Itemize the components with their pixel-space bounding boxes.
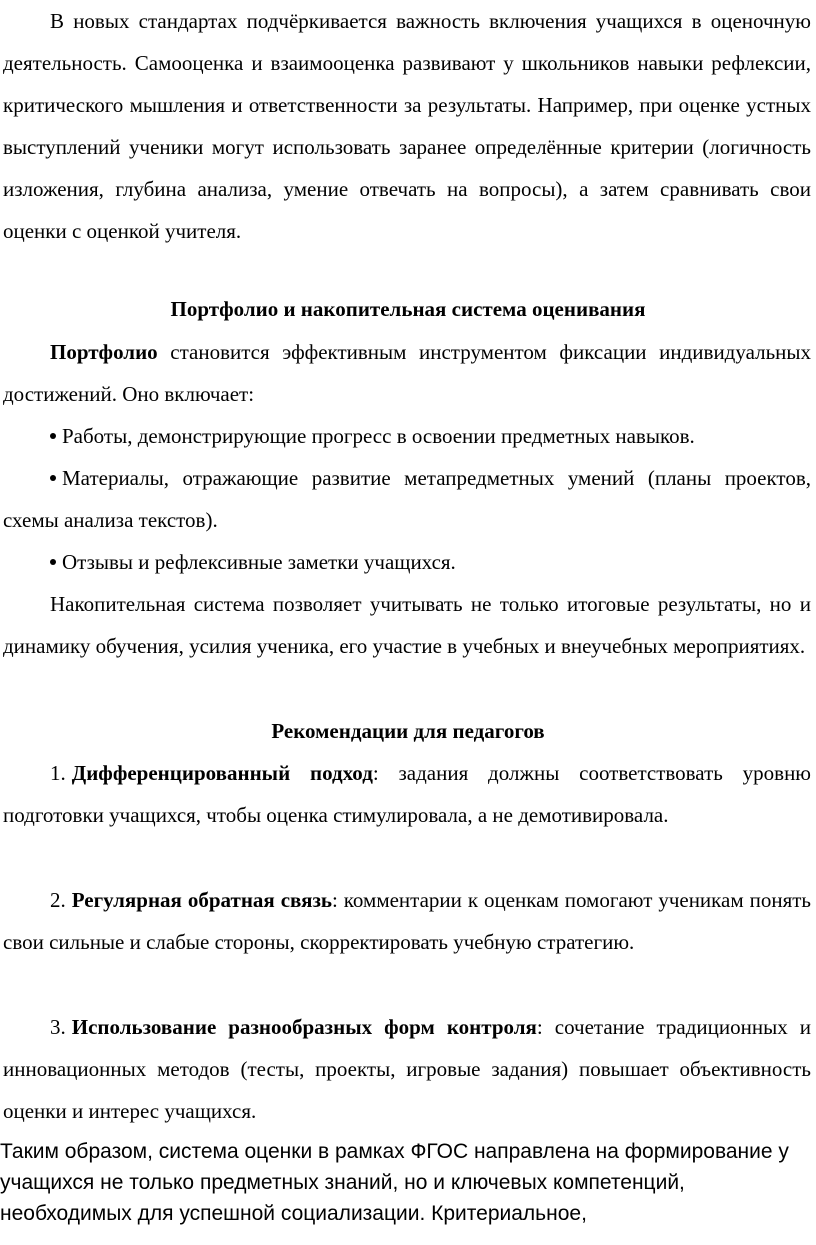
bullet-icon — [50, 433, 56, 439]
recommendation-item-2: 2. Регулярная обратная связь: комментарии к оценкам помогают ученикам понять свои сильные и слабые стороны, скорректировать учебную стратегию. — [3, 888, 812, 954]
recommendation-title: Использование разнообразных форм контроля — [71, 1015, 537, 1039]
portfolio-bullet-3: Отзывы и рефлексивные заметки учащихся. — [3, 541, 811, 583]
portfolio-lead-paragraph — [3, 331, 811, 415]
portfolio-bullet-2: Материалы, отражающие развитие метапредметных умений (планы проектов, схемы анализа текстов). — [3, 466, 811, 532]
bullet-icon — [50, 559, 56, 565]
cumulative-system-paragraph: Накопительная система позволяет учитывать не только итоговые результаты, но и динамику обучения, усилия ученика, его участие в учебных и внеучебных мероприятиях. — [3, 592, 811, 658]
portfolio-bullet-1: Работы, демонстрирующие прогресс в освоении предметных навыков. — [3, 415, 811, 457]
conclusion-paragraph: Таким образом, система оценки в рамках ФГОС направлена на формирование у учащихся не только предметных знаний, но и ключевых компетенций, необходимых для успешной социализации. Критериальное, — [0, 1140, 789, 1225]
recommendation-item-1: 1. Дифференцированный подход: задания должны соответствовать уровню подготовки учащихся, чтобы оценка стимулировала, а не демотивировала. — [3, 761, 811, 827]
recommendations-heading: Рекомендации для педагогов — [271, 719, 545, 743]
portfolio-lead-text: становится эффективным инструментом фиксации индивидуальных достижений. Оно включает: — [3, 340, 811, 406]
portfolio-lead-bold: Портфолио — [50, 340, 158, 364]
recommendation-item-3: 3. Использование разнообразных форм контроля: сочетание традиционных и инновационных методов (тесты, проекты, игровые задания) повышает объективность оценки и интерес учащихся. — [3, 1015, 811, 1123]
intro-paragraph: В новых стандартах подчёркивается важность включения учащихся в оценочную деятельность. Самооценка и взаимооценка развивают у школьников навыки рефлексии, критического мышления и ответственности за результаты. Например, при оценке устных выступлений ученики могут использовать заранее определённые критерии (логичность изложения, глубина анализа, умение отвечать на вопросы), а затем сравнивать свои оценки с оценкой учителя. — [3, 9, 811, 243]
portfolio-heading: Портфолио и накопительная система оценивания — [170, 297, 646, 321]
recommendation-title: Регулярная обратная связь — [71, 888, 333, 912]
recommendation-title: Дифференцированный подход — [71, 761, 373, 785]
bullet-icon — [50, 475, 56, 481]
